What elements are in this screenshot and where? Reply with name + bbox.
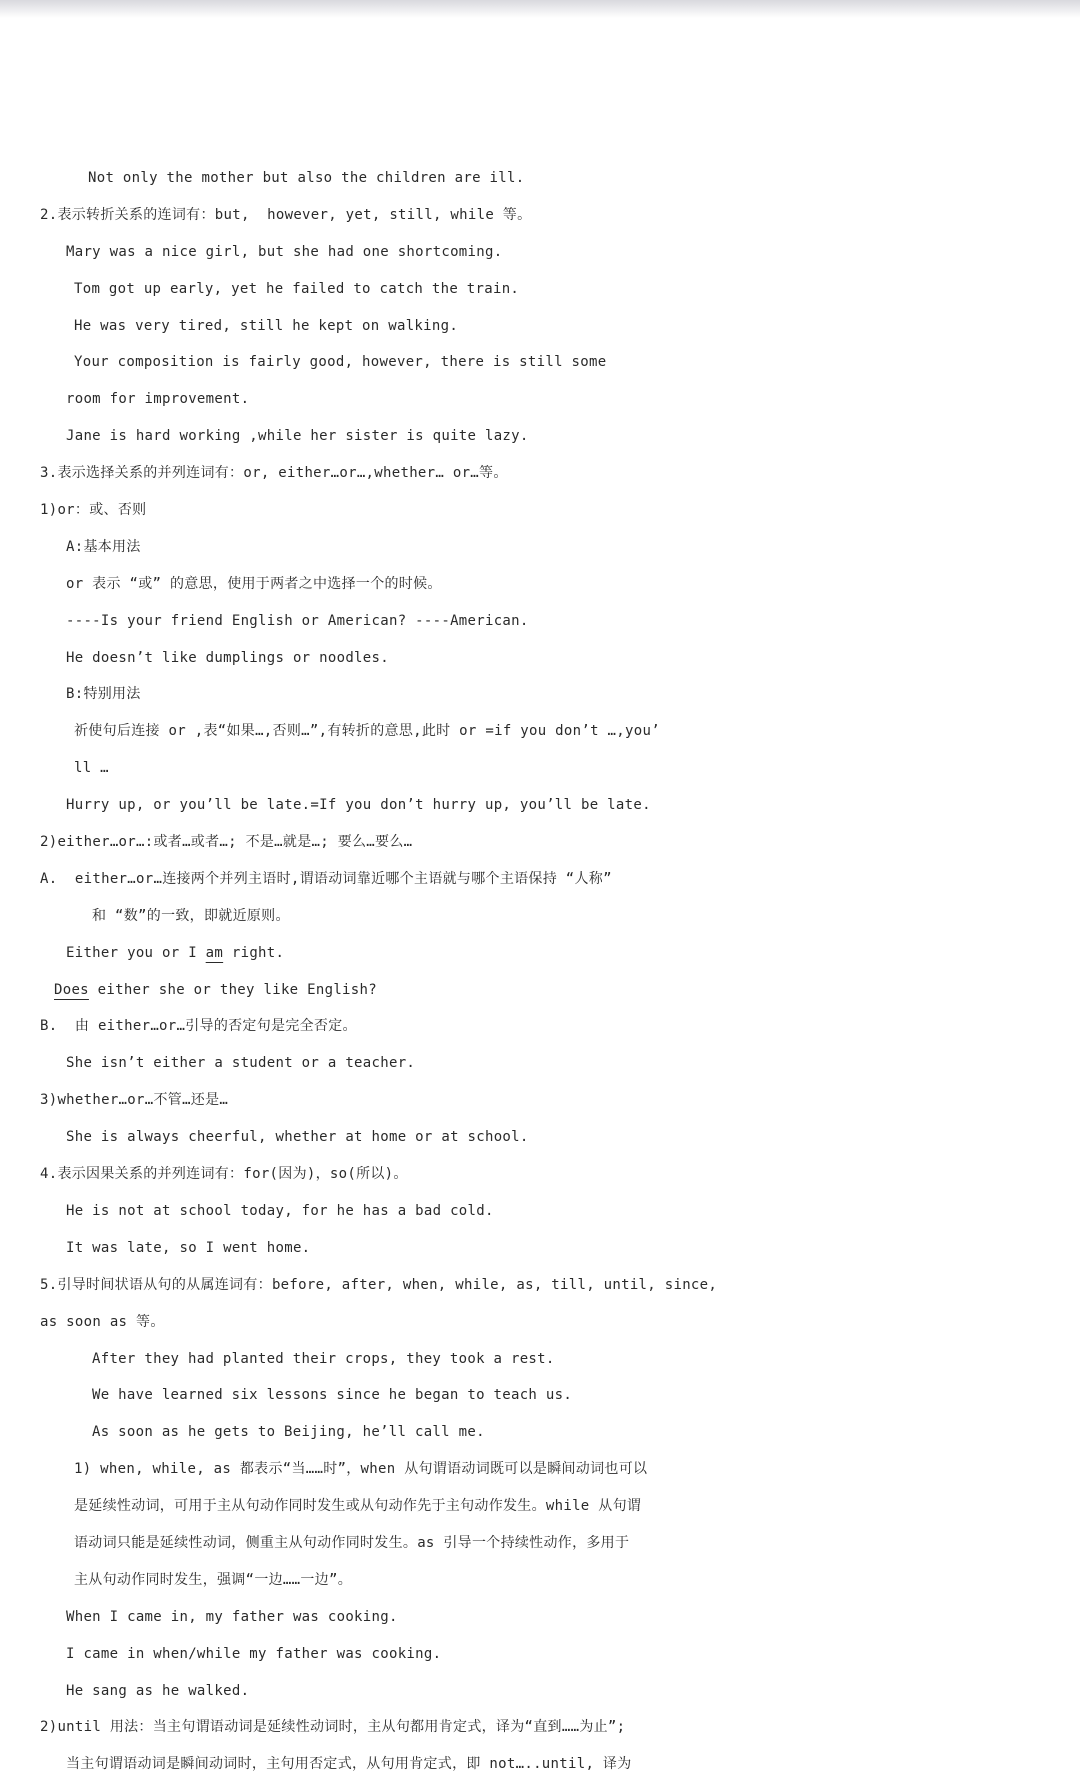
example-line: As soon as he gets to Beijing, he’ll call me. xyxy=(92,1424,485,1441)
section-heading: 4.表示因果关系的并列连词有：for(因为)，so(所以)。 xyxy=(40,1166,408,1183)
underlined-verb: Does xyxy=(54,981,89,998)
example-line: Tom got up early, yet he failed to catch the train. xyxy=(74,280,520,297)
explanation-line: 1) when, while, as 都表示“当……时”，when 从句谓语动词既可以是瞬间动词也可以 xyxy=(74,1461,648,1478)
example-line: ----Is your friend English or American? ----American. xyxy=(66,612,529,629)
example-line: She is always cheerful, whether at home or at school. xyxy=(66,1129,529,1146)
explanation-line: ll … xyxy=(74,760,109,777)
example-line: We have learned six lessons since he began to teach us. xyxy=(92,1387,573,1404)
example-line: Mary was a nice girl, but she had one shortcoming. xyxy=(66,243,503,260)
subsection-heading: 3)whether…or…不管…还是… xyxy=(40,1092,229,1109)
example-line: She isn’t either a student or a teacher. xyxy=(66,1055,416,1072)
example-text: right. xyxy=(223,944,285,961)
example-line: He is not at school today, for he has a bad cold. xyxy=(66,1202,494,1219)
explanation-line: 是延续性动词，可用于主从句动作同时发生或从句动作先于主句动作发生。while 从句谓 xyxy=(74,1498,642,1515)
example-line: Your composition is fairly good, however, there is still some xyxy=(74,354,607,371)
example-text: either she or they like English? xyxy=(88,981,377,998)
example-line: Jane is hard working ,while her sister is quite lazy. xyxy=(66,428,529,445)
section-heading: 3.表示选择关系的并列连词有：or, either…or…,whether… or…等。 xyxy=(40,465,508,482)
subsection-heading: 1)or：或、否则 xyxy=(40,502,147,519)
usage-label: A:基本用法 xyxy=(66,538,141,555)
section-heading: 2.表示转折关系的连词有：but, however, yet, still, while 等。 xyxy=(40,206,532,223)
explanation-line: or 表示 “或” 的意思，使用于两者之中选择一个的时候。 xyxy=(66,575,442,592)
document-page xyxy=(0,160,1080,1783)
example-line: It was late, so I went home. xyxy=(66,1239,311,1256)
top-shadow xyxy=(0,0,1080,18)
example-line: I came in when/while my father was cooking. xyxy=(66,1645,442,1662)
explanation-line: 当主句谓语动词是瞬间动词时，主句用否定式，从句用肯定式，即 not…..until, 译为 xyxy=(66,1756,632,1773)
example-line: room for improvement. xyxy=(66,391,250,408)
subsection-heading: 2)until 用法：当主句谓语动词是延续性动词时，主从句都用肯定式，译为“直到……为止”; xyxy=(40,1719,626,1736)
explanation-line: 主从句动作同时发生，强调“一边……一边”。 xyxy=(74,1571,353,1588)
underlined-verb: am xyxy=(205,944,224,961)
explanation-line: 祈使句后连接 or ,表“如果…,否则…”,有转折的意思,此时 or =if you don’t …,you’ xyxy=(74,723,660,740)
example-line: He was very tired, still he kept on walking. xyxy=(74,317,459,334)
example-text: Either you or I xyxy=(66,944,206,961)
explanation-line: 语动词只能是延续性动词，侧重主从句动作同时发生。as 引导一个持续性动作，多用于 xyxy=(74,1534,630,1551)
example-line xyxy=(0,935,1080,972)
example-line: Not only the mother but also the children are ill. xyxy=(88,170,525,186)
rule-line: B. 由 either…or…引导的否定句是完全否定。 xyxy=(40,1018,357,1035)
example-line: Hurry up, or you’ll be late.=If you don’t hurry up, you’ll be late. xyxy=(66,797,651,814)
example-line: He doesn’t like dumplings or noodles. xyxy=(66,649,389,666)
rule-line: 和 “数”的一致，即就近原则。 xyxy=(92,907,290,924)
example-line: After they had planted their crops, they took a rest. xyxy=(92,1350,555,1367)
subsection-heading: 2)either…or…:或者…或者…; 不是…就是…; 要么…要么… xyxy=(40,834,413,851)
rule-line: A. either…or…连接两个并列主语时,谓语动词靠近哪个主语就与哪个主语保持 “人称” xyxy=(40,870,612,887)
example-line xyxy=(0,972,1080,1009)
example-line: When I came in, my father was cooking. xyxy=(66,1608,398,1625)
example-line: He sang as he walked. xyxy=(66,1682,250,1699)
section-heading: 5.引导时间状语从句的从属连词有：before, after, when, while, as, till, until, since, xyxy=(40,1276,718,1293)
usage-label: B:特别用法 xyxy=(66,686,141,703)
section-heading: as soon as 等。 xyxy=(40,1313,165,1330)
